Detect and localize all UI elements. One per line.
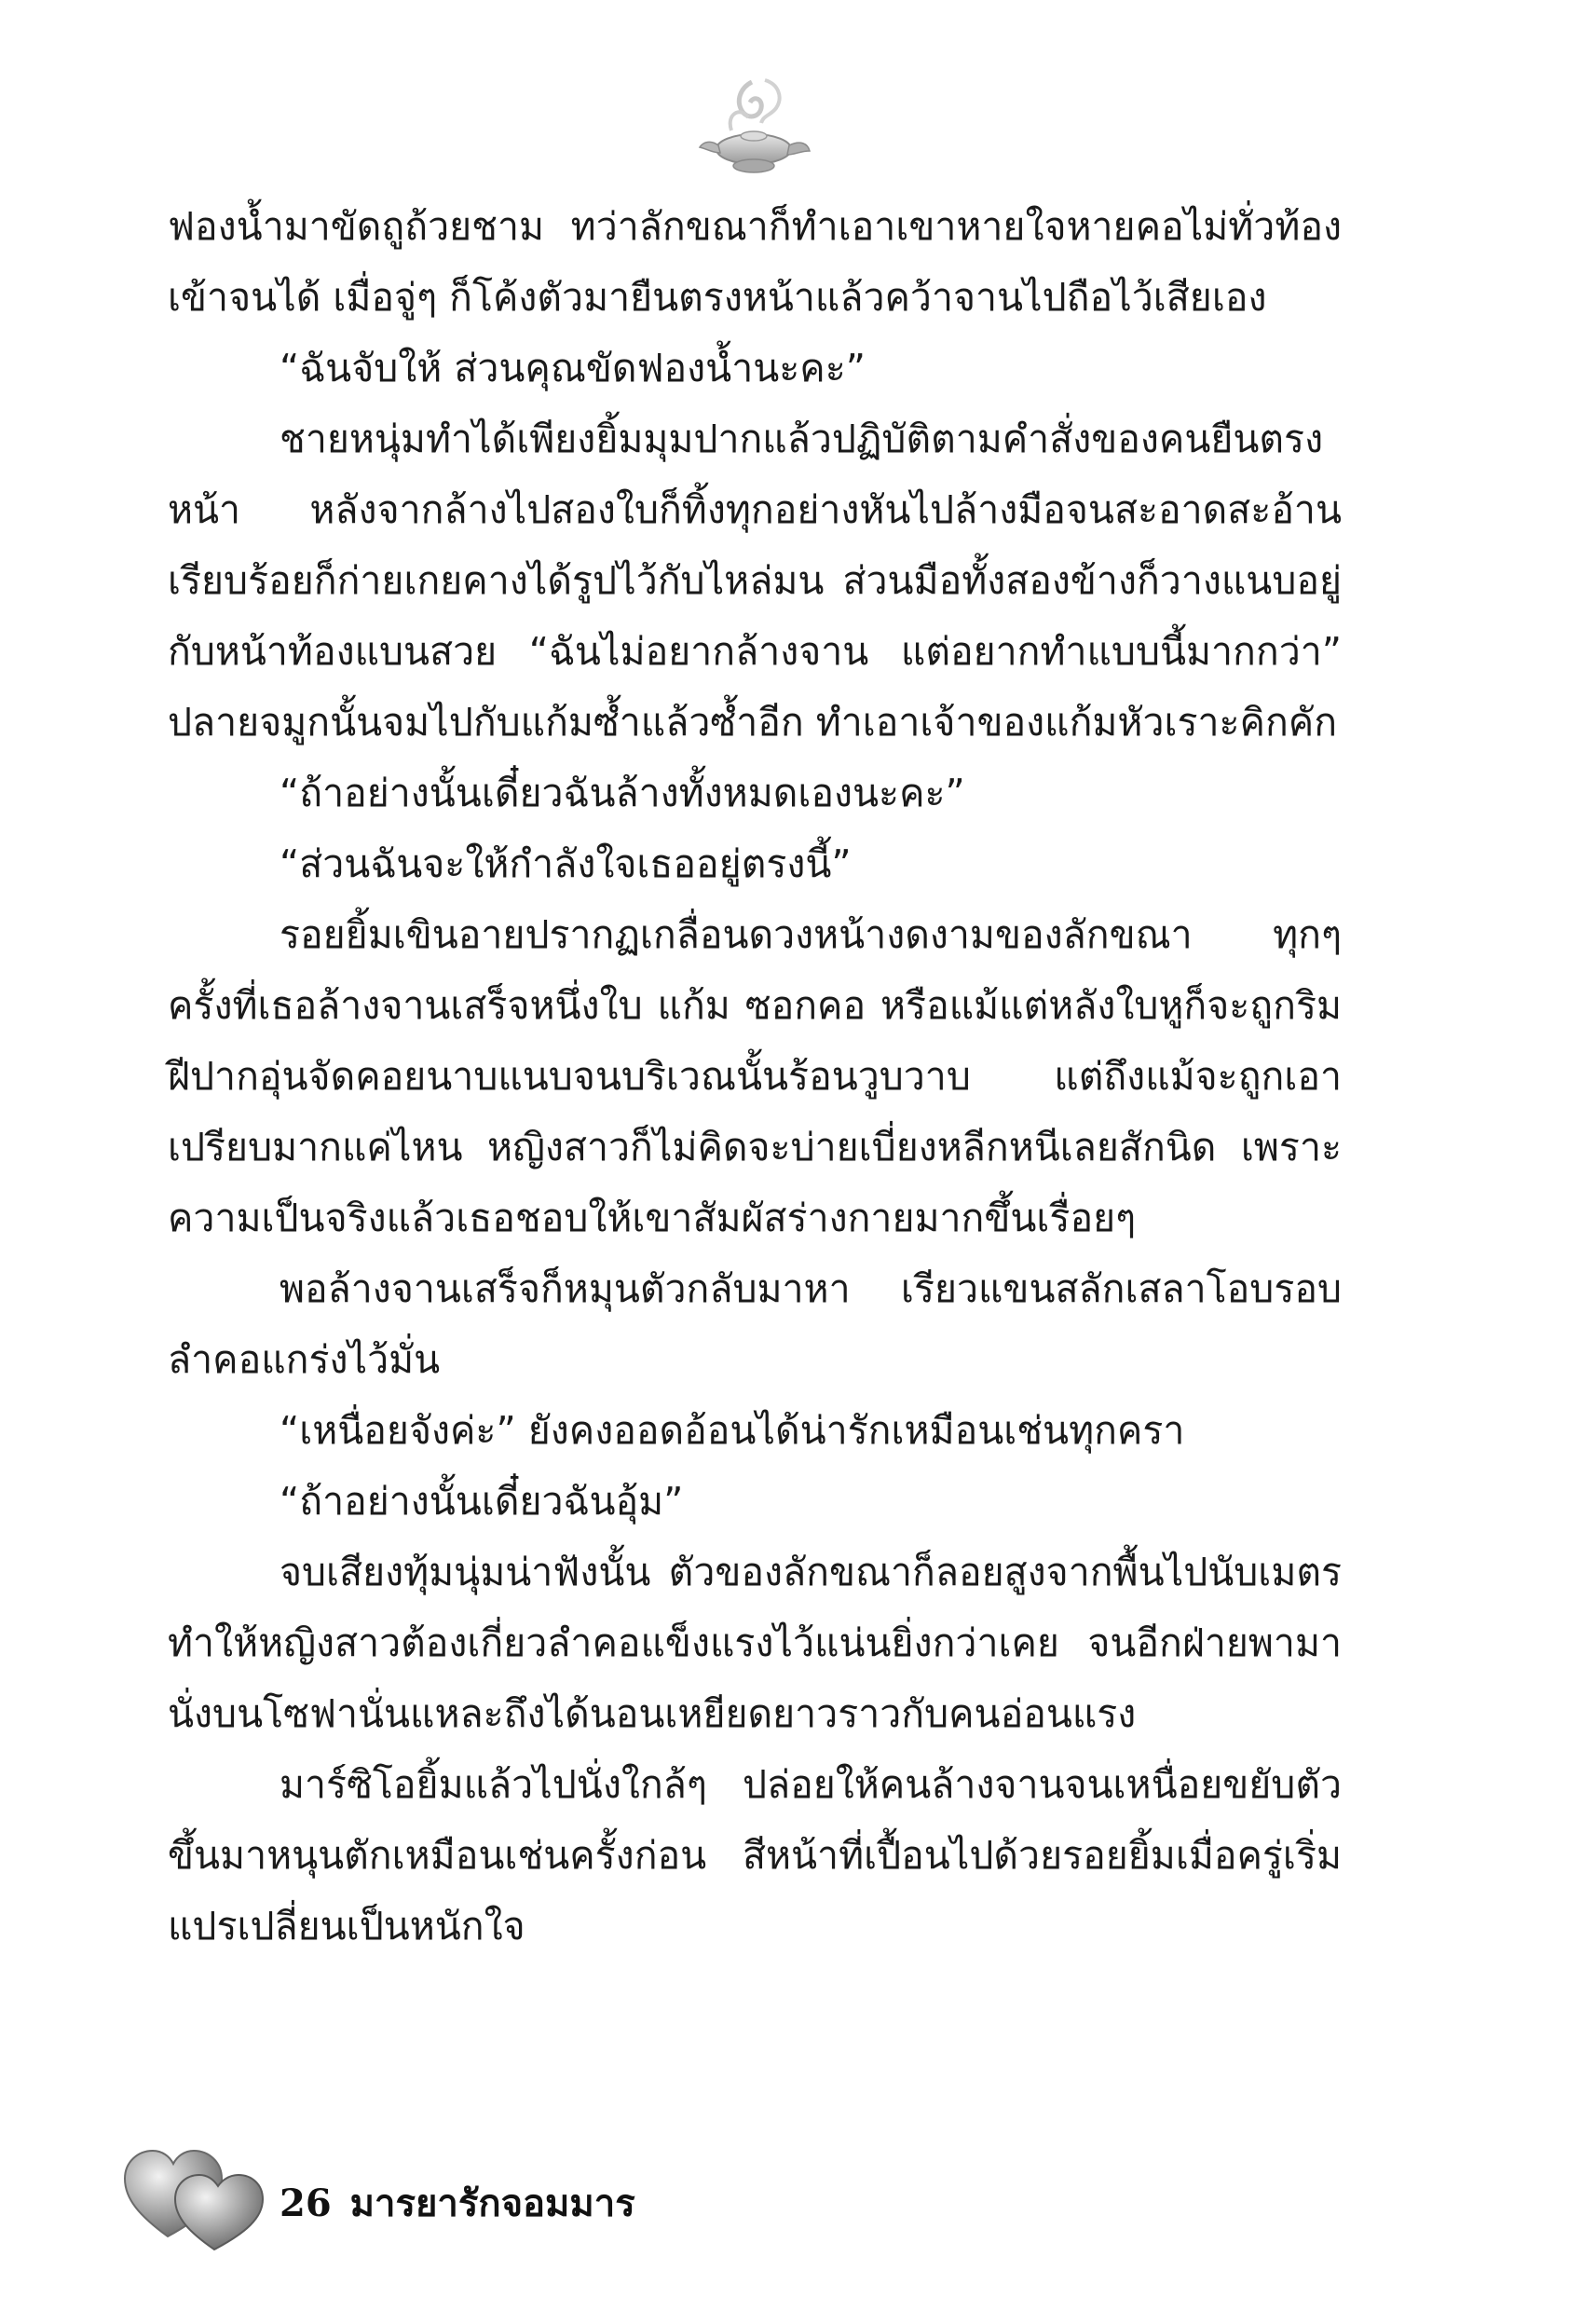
paragraph-5: “ส่วนฉันจะให้กำลังใจเธออยู่ตรงนี้” (280, 841, 852, 886)
hearts-icon (121, 2134, 280, 2255)
paragraph-6: รอยยิ้มเขินอายปรากฏเกลื่อนดวงหน้างดงามของลักขณา ทุกๆ ครั้งที่เธอล้างจานเสร็จหนึ่งใบ แก้ม ซอกคอ หรือแม้แต่หลังใบหูก็จะถูกริมฝีปากอุ่นจัดคอยนาบแนบจนบริเวณนั้นร้อนวูบวาบ แต่ถึงแม้จะถูกเอาเปรียบมากแค่ไหน หญิงสาวก็ไม่คิดจะบ่ายเบี่ยงหลีกหนีเลยสักนิด เพราะความเป็นจริงแล้วเธอชอบให้เขาสัมผัสร่างกายมากขึ้นเรื่อยๆ (168, 912, 1342, 1240)
page-footer (121, 2134, 773, 2255)
paragraph-8: “เหนื่อยจังค่ะ” ยังคงออดอ้อนได้น่ารักเหมือนเช่นทุกครา (280, 1408, 1185, 1453)
paragraph-11: มาร์ซิโอยิ้มแล้วไปนั่งใกล้ๆ ปล่อยให้คนล้างจานจนเหนื่อยขยับตัวขึ้นมาหนุนตักเหมือนเช่นครั้งก่อน สีหน้าที่เปื้อนไปด้วยรอยยิ้มเมื่อครู่เริ่มแปรเปลี่ยนเป็นหนักใจ (168, 1762, 1342, 1949)
paragraph-1: ฟองน้ำมาขัดถูถ้วยชาม ทว่าลักขณาก็ทำเอาเขาหายใจหายคอไม่ทั่วท้องเข้าจนได้ เมื่อจู่ๆ ก็โค้งตัวมายืนตรงหน้าแล้วคว้าจานไปถือไว้เสียเอง (168, 204, 1342, 320)
book-title: มารยารักจอมมาร (349, 2181, 635, 2225)
genie-lamp-icon (694, 75, 815, 186)
paragraph-7: พอล้างจานเสร็จก็หมุนตัวกลับมาหา เรียวแขนสลักเสลาโอบรอบลำคอแกร่งไว้มั่น (168, 1266, 1342, 1382)
footer-label (280, 2173, 635, 2233)
paragraph-3: ชายหนุ่มทำได้เพียงยิ้มมุมปากแล้วปฏิบัติตามคำสั่งของคนยืนตรงหน้า หลังจากล้างไปสองใบก็ทิ้งทุกอย่างหันไปล้างมือจนสะอาดสะอ้าน เรียบร้อยก็ก่ายเกยคางได้รูปไว้กับไหล่มน ส่วนมือทั้งสองข้างก็วางแนบอยู่กับหน้าท้องแบนสวย “ฉันไม่อยากล้างจาน แต่อยากทำแบบนี้มากกว่า” ปลายจมูกนั้นจมไปกับแก้มซ้ำแล้วซ้ำอีก ทำเอาเจ้าของแก้มหัวเราะคิกคัก (168, 417, 1342, 745)
paragraph-4: “ถ้าอย่างนั้นเดี๋ยวฉันล้างทั้งหมดเองนะคะ” (280, 771, 965, 815)
paragraph-10: จบเสียงทุ้มนุ่มน่าฟังนั้น ตัวของลักขณาก็ลอยสูงจากพื้นไปนับเมตร ทำให้หญิงสาวต้องเกี่ยวลำคอแข็งแรงไว้แน่นยิ่งกว่าเคย จนอีกฝ่ายพามานั่งบนโซฟานั่นแหละถึงได้นอนเหยียดยาวราวกับคนอ่อนแรง (168, 1550, 1342, 1736)
page-number: 26 (280, 2181, 332, 2225)
paragraph-9: “ถ้าอย่างนั้นเดี๋ยวฉันอุ้ม” (280, 1479, 684, 1524)
paragraph-2: “ฉันจับให้ ส่วนคุณขัดฟองน้ำนะคะ” (280, 346, 866, 390)
page-body (168, 191, 1342, 1962)
